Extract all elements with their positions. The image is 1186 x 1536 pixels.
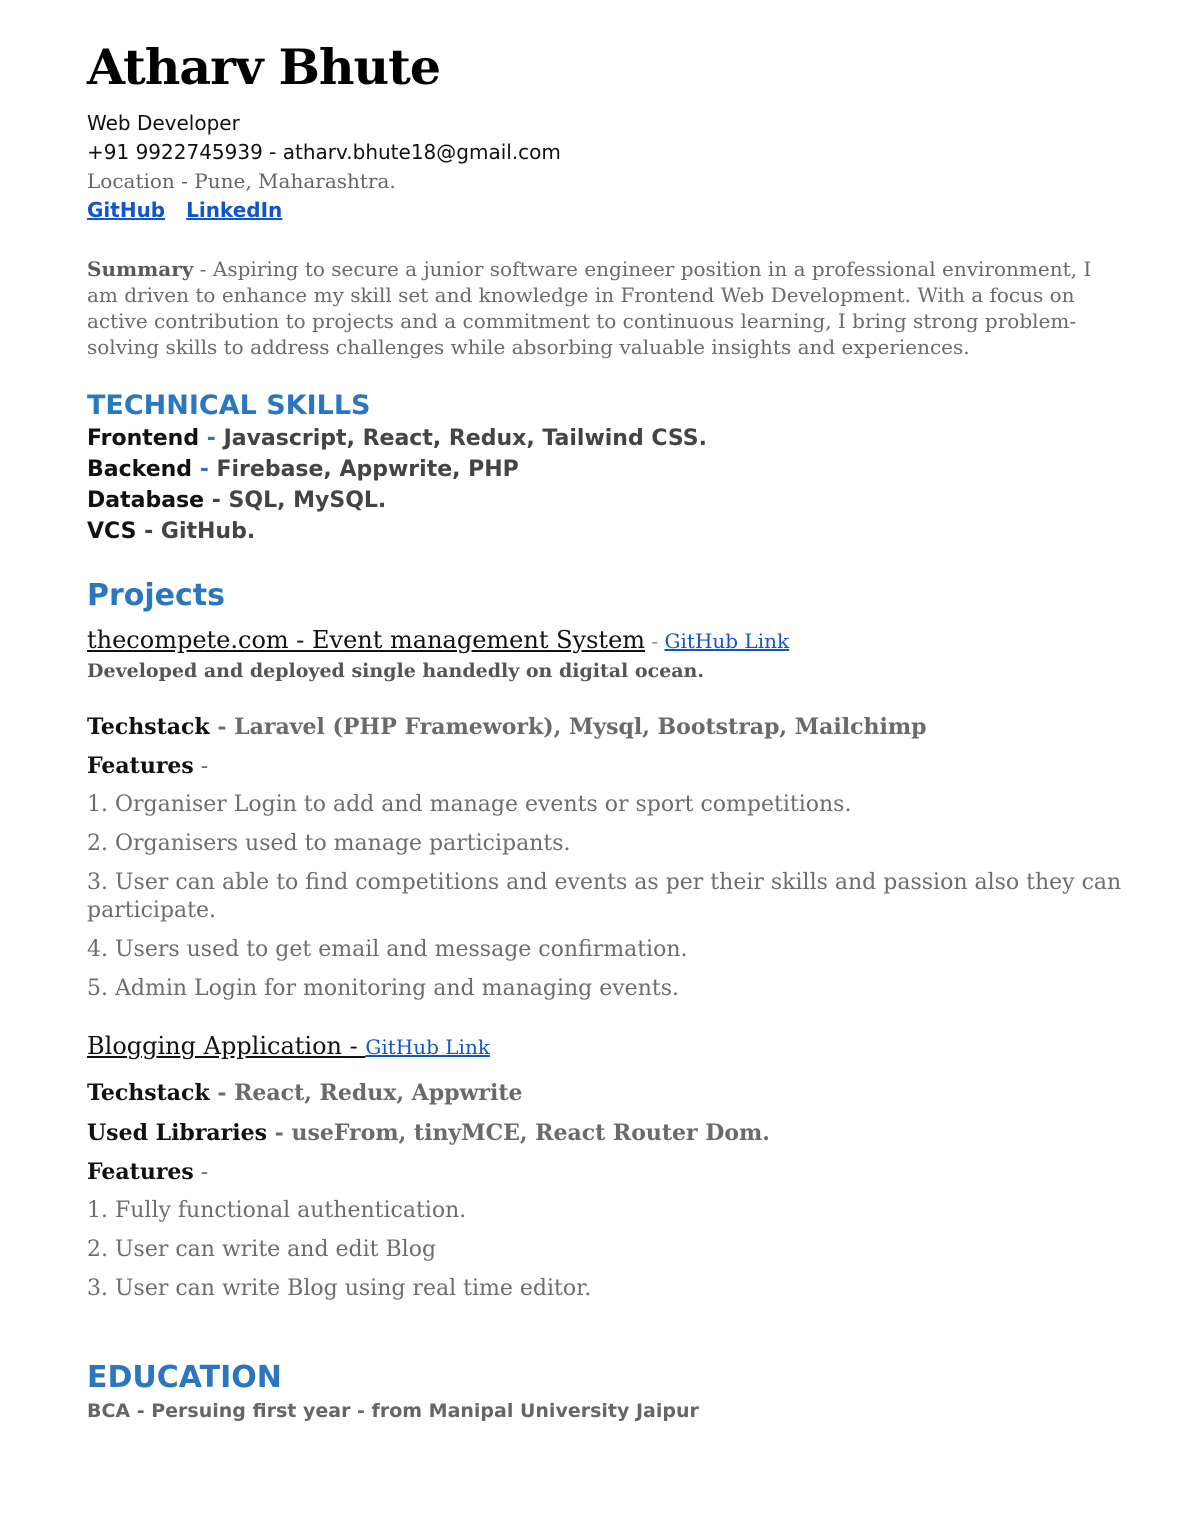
project-1-feature: 4. Users used to get email and message confirmation. [87, 937, 688, 962]
role-title: Web Developer [87, 111, 240, 135]
project-2-github-link[interactable]: GitHub Link [365, 1035, 490, 1059]
summary-text: - Aspiring to secure a junior software engineer position in a professional environment, I am driven to enhance my skill set and knowledge in Frontend Web Development. With a focus on active contribution to projects and a commitment to continuous learning, I bring strong problem-solving skills to address challenges while absorbing valuable insights and experiences. [87, 257, 1092, 359]
skill-vcs: VCS - GitHub. [87, 519, 256, 544]
project-2-feature: 3. User can write Blog using real time editor. [87, 1276, 592, 1301]
phone-email: +91 9922745939 - atharv.bhute18@gmail.com [87, 140, 561, 164]
project-2-feature: 2. User can write and edit Blog [87, 1237, 437, 1262]
skill-database: Database - SQL, MySQL. [87, 488, 387, 513]
project-1-feature: 5. Admin Login for monitoring and managing events. [87, 976, 679, 1001]
project-1-feature: 2. Organisers used to manage participants. [87, 831, 571, 856]
summary-label: Summary [87, 257, 194, 281]
project-2-feature: 1. Fully functional authentication. [87, 1198, 467, 1223]
skills-heading: TECHNICAL SKILLS [87, 390, 371, 421]
location: Location - Pune, Maharashtra. [87, 169, 396, 193]
project-1-title: thecompete.com - Event management System - GitHub Link [87, 626, 790, 654]
project-1-feature: 1. Organiser Login to add and manage events or sport competitions. [87, 792, 852, 817]
skill-frontend: Frontend - Javascript, React, Redux, Tailwind CSS. [87, 426, 707, 451]
project-2-techstack: Techstack - React, Redux, Appwrite [87, 1080, 523, 1106]
project-1-github-link[interactable]: GitHub Link [664, 629, 790, 653]
summary-paragraph [87, 256, 1127, 360]
project-2-title: Blogging Application - GitHub Link [87, 1032, 490, 1060]
project-2-libraries: Used Libraries - useFrom, tinyMCE, React Router Dom. [87, 1120, 770, 1146]
education-heading: EDUCATION [87, 1360, 282, 1395]
skill-backend: Backend - Firebase, Appwrite, PHP [87, 457, 519, 482]
profile-links [87, 198, 296, 222]
project-2-features-label: Features - [87, 1159, 209, 1185]
project-1-techstack: Techstack - Laravel (PHP Framework), Mysql, Bootstrap, Mailchimp [87, 714, 927, 740]
education-entry: BCA - Persuing first year - from Manipal University Jaipur [87, 1400, 699, 1422]
project-1-feature: 3. User can able to find competitions and events as per their skills and passion also they can participate. [87, 870, 1122, 923]
github-link[interactable]: GitHub [87, 198, 166, 222]
linkedin-link[interactable]: LinkedIn [186, 198, 283, 222]
project-1-features-label: Features - [87, 753, 209, 779]
projects-heading: Projects [87, 578, 226, 613]
candidate-name: Atharv Bhute [87, 38, 440, 96]
project-1-note: Developed and deployed single handedly on digital ocean. [87, 660, 704, 682]
